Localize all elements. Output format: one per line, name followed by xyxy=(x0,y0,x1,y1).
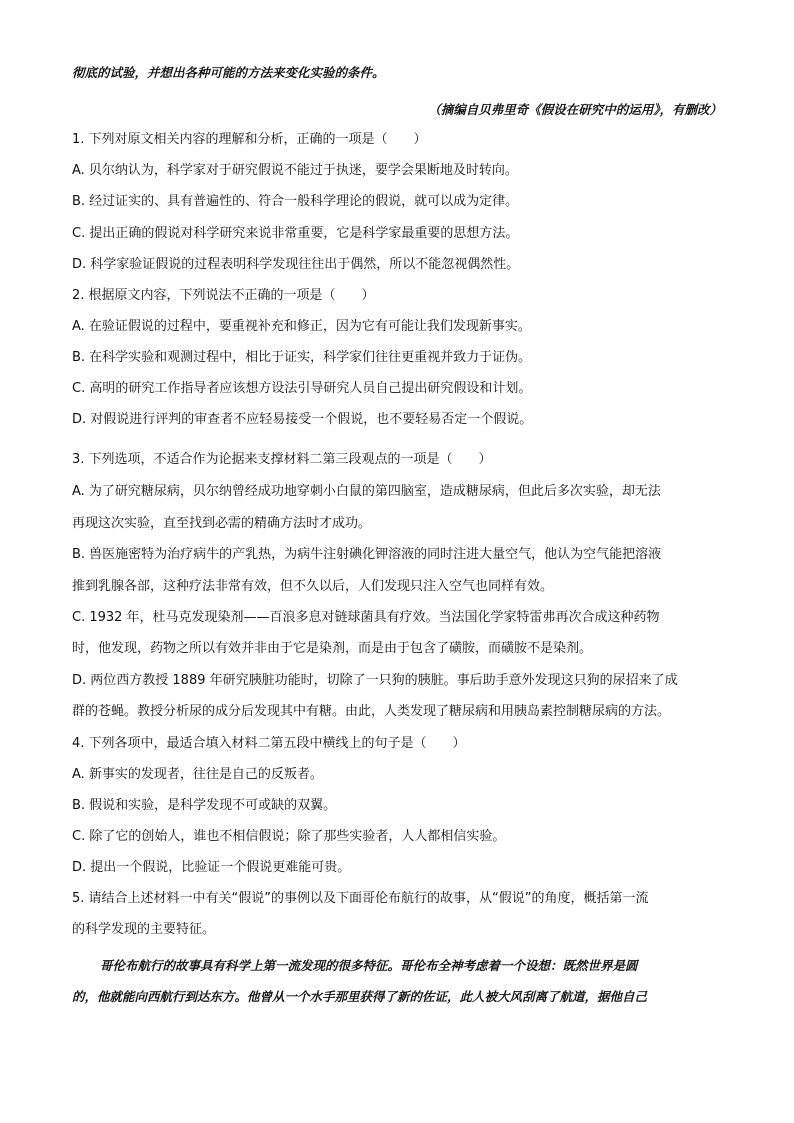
question-3-option-a-line-2: 再现这次实验，直至找到必需的精确方法时才成功。 xyxy=(72,516,372,531)
question-3-option-d-line-2: 群的苍蝇。教授分析尿的成分后发现其中有糖。由此，人类发现了糖尿病和用胰岛素控制糖尿病的方法。 xyxy=(72,704,671,719)
question-4-option-d: D. 提出一个假说，比验证一个假说更难能可贵。 xyxy=(72,860,351,875)
question-1-option-a: A. 贝尔纳认为，科学家对于研究假说不能过于执迷，要学会果断地及时转向。 xyxy=(72,163,518,178)
question-1-stem: 1. 下列对原文相关内容的理解和分析，正确的一项是（ ） xyxy=(72,132,427,147)
question-1-option-c: C. 提出正确的假说对科学研究来说非常重要，它是科学家最重要的思想方法。 xyxy=(72,226,519,241)
question-4-option-a: A. 新事实的发现者，往往是自己的反叛者。 xyxy=(72,767,323,782)
question-4-stem: 4. 下列各项中，最适合填入材料二第五段中横线上的句子是（ ） xyxy=(72,736,466,751)
question-4-option-c: C. 除了它的创始人，谁也不相信假说；除了那些实验者，人人都相信实验。 xyxy=(72,829,506,844)
question-3-stem: 3. 下列选项，不适合作为论据来支撑材料二第三段观点的一项是（ ） xyxy=(72,452,492,467)
question-4-option-b: B. 假说和实验，是科学发现不可或缺的双翼。 xyxy=(72,798,337,813)
question-3-option-c-line-2: 时，他发现，药物之所以有效并非由于它是染剂，而是由于包含了磺胺，而磺胺不是染剂。 xyxy=(72,641,593,656)
source-note: （摘编自贝弗里奇《假设在研究中的运用》，有删改） xyxy=(428,102,722,117)
question-5-stem: 5. 请结合上述材料一中有关“假说”的事例以及下面哥伦布航行的故事，从“假说”的角度，概括第一流 xyxy=(72,891,649,906)
intro-line: 彻底的试验，并想出各种可能的方法来变化实验的条件。 xyxy=(72,65,385,80)
question-3-option-d-line-1: D. 两位西方教授 1889 年研究胰脏功能时，切除了一只狗的胰脏。事后助手意外发现这只狗的尿招来了成 xyxy=(72,673,678,688)
question-2-option-d: D. 对假说进行评判的审查者不应轻易接受一个假说，也不要轻易否定一个假说。 xyxy=(72,412,533,427)
passage-line-1: 哥伦布航行的故事具有科学上第一流发现的很多特征。哥伦布全神考虑着一个设想：既然世界是圆 xyxy=(100,958,638,973)
question-3-option-b-line-2: 推到乳腺各部，这种疗法非常有效，但不久以后，人们发现只注入空气也同样有效。 xyxy=(72,579,554,594)
question-2-option-a: A. 在验证假说的过程中，要重视补充和修正，因为它有可能让我们发现新事实。 xyxy=(72,319,531,334)
question-3-option-a-line-1: A. 为了研究糖尿病，贝尔纳曾经成功地穿刺小白鼠的第四脑室，造成糖尿病，但此后多次实验，却无法 xyxy=(72,484,661,499)
question-3-option-c-line-1: C. 1932 年，杜马克发现染剂——百浪多息对链球菌具有疗效。当法国化学家特雷弗再次合成这种药物 xyxy=(72,610,660,625)
question-2-stem: 2. 根据原文内容，下列说法不正确的一项是（ ） xyxy=(72,288,375,303)
question-2-option-c: C. 高明的研究工作指导者应该想方设法引导研究人员自己提出研究假设和计划。 xyxy=(72,381,532,396)
question-1-option-d: D. 科学家验证假说的过程表明科学发现往往出于偶然，所以不能忽视偶然性。 xyxy=(72,257,520,272)
question-2-option-b: B. 在科学实验和观测过程中，相比于证实，科学家们往往更重视并致力于证伪。 xyxy=(72,350,532,365)
question-3-option-b-line-1: B. 兽医施密特为治疗病牛的产乳热，为病牛注射碘化钾溶液的同时注进大量空气，他认为空气能把溶液 xyxy=(72,547,662,562)
passage-line-2: 的，他就能向西航行到达东方。他曾从一个水手那里获得了新的佐证，此人被大风刮离了航道，据他自己 xyxy=(72,989,648,1004)
question-5-stem-continued: 的科学发现的主要特征。 xyxy=(72,922,216,937)
question-1-option-b: B. 经过证实的、具有普遍性的、符合一般科学理论的假说，就可以成为定律。 xyxy=(72,194,519,209)
